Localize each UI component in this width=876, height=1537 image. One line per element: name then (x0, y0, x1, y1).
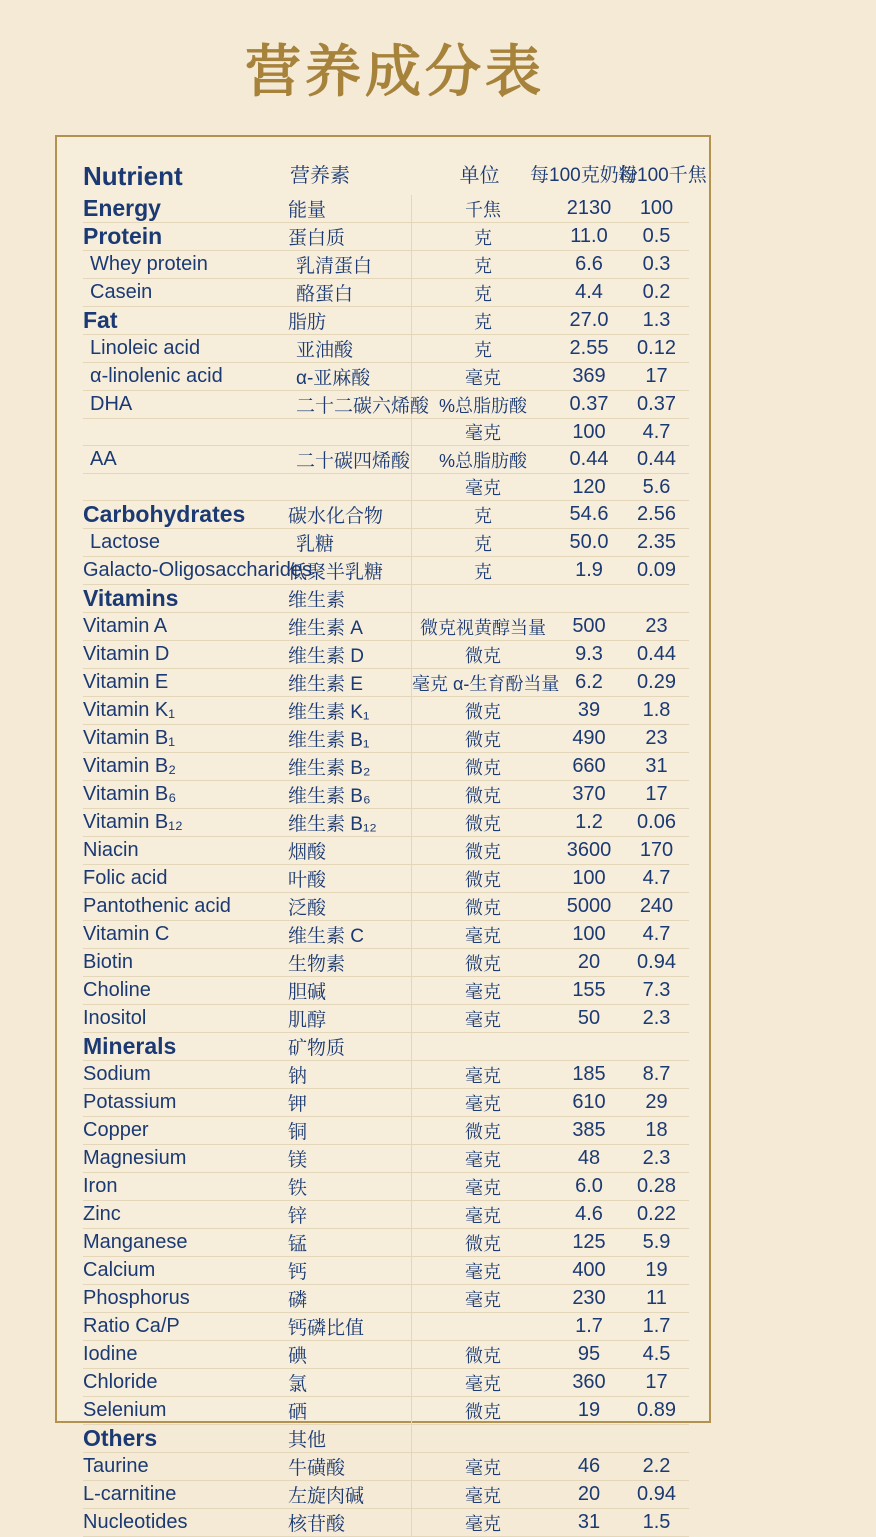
nutrient-name-en: Choline (83, 977, 288, 1005)
nutrient-name-cn: 氯 (288, 1369, 412, 1397)
unit-cell: 克 (412, 251, 555, 279)
table-row (83, 1201, 689, 1229)
per-100g-value: 27.0 (554, 307, 624, 335)
per-100kj-value: 2.2 (624, 1453, 689, 1481)
table-row (83, 837, 689, 865)
table-row (83, 641, 689, 669)
unit-cell: 微克 (412, 949, 555, 977)
table-row (83, 1397, 689, 1425)
per-100kj-value: 4.7 (624, 419, 689, 446)
per-100kj-value: 0.06 (624, 809, 689, 837)
table-row (83, 613, 689, 641)
unit-cell: 克 (412, 223, 555, 251)
unit-cell: 微克 (412, 1229, 555, 1257)
table-row (83, 419, 689, 446)
category-row (83, 223, 689, 251)
per-100kj-value: 17 (624, 781, 689, 809)
per-100g-value: 95 (554, 1341, 624, 1369)
nutrient-name-cn: 能量 (288, 195, 412, 223)
per-100kj-value: 2.56 (624, 501, 689, 529)
per-100g-value: 50 (554, 1005, 624, 1033)
per-100kj-value: 0.94 (624, 949, 689, 977)
per-100g-value: 9.3 (554, 641, 624, 669)
per-100g-value: 230 (554, 1285, 624, 1313)
per-100kj-value: 100 (624, 195, 689, 223)
per-100kj-value: 170 (624, 837, 689, 865)
category-row (83, 585, 689, 613)
nutrient-name-en: Vitamin B₁ (83, 725, 288, 753)
unit-cell: 微克 (412, 725, 555, 753)
per-100g-value: 48 (554, 1145, 624, 1173)
per-100kj-value: 240 (624, 893, 689, 921)
nutrient-name-cn: 二十碳四烯酸 (288, 446, 412, 474)
table-row (83, 391, 689, 419)
per-100kj-value: 0.12 (624, 335, 689, 363)
unit-cell: 克 (412, 501, 555, 529)
per-100g-value: 19 (554, 1397, 624, 1425)
nutrient-name-cn: 维生素 B₂ (288, 753, 412, 781)
nutrient-name-cn: 维生素 K₁ (288, 697, 412, 725)
per-100kj-value: 8.7 (624, 1061, 689, 1089)
nutrient-name-en: Sodium (83, 1061, 288, 1089)
table-row (83, 1369, 689, 1397)
nutrient-name-en: α-linolenic acid (83, 363, 288, 391)
nutrient-name-en: Selenium (83, 1397, 288, 1425)
nutrient-name-cn: 维生素 E (288, 669, 412, 697)
unit-cell: %总脂肪酸 (412, 391, 555, 419)
nutrient-name-en: Folic acid (83, 865, 288, 893)
nutrient-name-en: Protein (83, 223, 288, 251)
nutrient-name-en: Phosphorus (83, 1285, 288, 1313)
per-100g-value: 20 (554, 1481, 624, 1509)
nutrient-name-en: Inositol (83, 1005, 288, 1033)
nutrient-name-en: Vitamin B₆ (83, 781, 288, 809)
unit-cell: 毫克 (412, 1509, 555, 1537)
nutrient-name-cn: 低聚半乳糖 (288, 557, 412, 585)
per-100g-value: 1.9 (554, 557, 624, 585)
per-100kj-value: 0.28 (624, 1173, 689, 1201)
per-100g-value: 1.7 (554, 1313, 624, 1341)
per-100g-value: 100 (554, 865, 624, 893)
per-100g-value (554, 585, 624, 613)
table-row (83, 921, 689, 949)
per-100g-value: 6.2 (554, 669, 624, 697)
nutrient-name-en: Vitamins (83, 585, 288, 613)
per-100kj-value: 29 (624, 1089, 689, 1117)
unit-cell: 微克 (412, 1397, 555, 1425)
table-row (83, 1257, 689, 1285)
nutrient-name-en: Vitamin B₂ (83, 753, 288, 781)
nutrient-name-cn: 维生素 B₁₂ (288, 809, 412, 837)
nutrient-name-en: Galacto-Oligosaccharides (83, 557, 288, 585)
per-100kj-value: 5.6 (624, 474, 689, 501)
nutrient-name-en: Vitamin K₁ (83, 697, 288, 725)
per-100g-value: 46 (554, 1453, 624, 1481)
per-100kj-value: 0.5 (624, 223, 689, 251)
nutrient-name-cn: 钾 (288, 1089, 412, 1117)
nutrient-name-cn: 锰 (288, 1229, 412, 1257)
nutrient-name-cn: 牛磺酸 (288, 1453, 412, 1481)
per-100g-value: 400 (554, 1257, 624, 1285)
per-100g-value: 2130 (554, 195, 624, 223)
per-100g-value: 660 (554, 753, 624, 781)
header-per-100kj: 每100千焦 (618, 165, 707, 186)
per-100kj-value: 5.9 (624, 1229, 689, 1257)
table-row (83, 1061, 689, 1089)
nutrient-name-cn: 维生素 A (288, 613, 412, 641)
per-100g-value: 20 (554, 949, 624, 977)
table-row (83, 446, 689, 474)
nutrient-name-en: AA (83, 446, 288, 474)
table-row (83, 1453, 689, 1481)
nutrient-name-cn: 左旋肉碱 (288, 1481, 412, 1509)
per-100g-value: 4.4 (554, 279, 624, 307)
nutrient-name-cn: 亚油酸 (288, 335, 412, 363)
unit-cell: 毫克 (412, 1257, 555, 1285)
nutrient-name-cn: 钙磷比值 (288, 1313, 412, 1341)
nutrient-name-en (83, 419, 288, 446)
nutrient-name-en: Manganese (83, 1229, 288, 1257)
unit-cell: 微克 (412, 837, 555, 865)
unit-cell: 毫克 (412, 977, 555, 1005)
per-100g-value: 1.2 (554, 809, 624, 837)
nutrient-name-cn: 维生素 D (288, 641, 412, 669)
table-row (83, 1509, 689, 1537)
table-row (83, 1089, 689, 1117)
nutrient-name-cn: 磷 (288, 1285, 412, 1313)
nutrient-name-en: Carbohydrates (83, 501, 288, 529)
header-unit: 单位 (459, 165, 500, 187)
nutrient-name-cn: 蛋白质 (288, 223, 412, 251)
unit-cell: 毫克 (412, 1285, 555, 1313)
table-row (83, 977, 689, 1005)
nutrient-name-en: Taurine (83, 1453, 288, 1481)
table-row (83, 557, 689, 585)
unit-cell: 毫克 (412, 419, 555, 446)
unit-cell: 毫克 (412, 1453, 555, 1481)
nutrient-name-cn: 矿物质 (288, 1033, 412, 1061)
per-100kj-value: 2.3 (624, 1145, 689, 1173)
nutrient-name-en: Calcium (83, 1257, 288, 1285)
per-100kj-value: 0.3 (624, 251, 689, 279)
header-nutrient-cn: 营养素 (290, 165, 350, 187)
per-100g-value: 610 (554, 1089, 624, 1117)
table-row (83, 1117, 689, 1145)
category-row (83, 501, 689, 529)
table-row (83, 474, 689, 501)
category-row (83, 1425, 689, 1453)
nutrient-name-cn: 肌醇 (288, 1005, 412, 1033)
unit-cell: 微克 (412, 753, 555, 781)
nutrient-name-cn: 维生素 B₁ (288, 725, 412, 753)
table-row (83, 1313, 689, 1341)
unit-cell: 微克 (412, 893, 555, 921)
nutrient-name-cn: 钙 (288, 1257, 412, 1285)
category-row (83, 307, 689, 335)
table-row (83, 335, 689, 363)
nutrient-name-cn: 碘 (288, 1341, 412, 1369)
per-100g-value: 6.0 (554, 1173, 624, 1201)
unit-cell (412, 585, 555, 613)
per-100kj-value: 0.89 (624, 1397, 689, 1425)
per-100kj-value: 7.3 (624, 977, 689, 1005)
nutrient-name-en: Nucleotides (83, 1509, 288, 1537)
table-row (83, 893, 689, 921)
per-100kj-value: 0.44 (624, 641, 689, 669)
nutrient-name-en: Vitamin C (83, 921, 288, 949)
nutrient-name-en: Zinc (83, 1201, 288, 1229)
per-100kj-value: 0.44 (624, 446, 689, 474)
unit-cell: 微克 (412, 781, 555, 809)
category-row (83, 195, 689, 223)
unit-cell: 毫克 α-生育酚当量 (412, 669, 555, 697)
nutrient-name-cn: 钠 (288, 1061, 412, 1089)
per-100kj-value: 31 (624, 753, 689, 781)
table-header (83, 158, 707, 194)
nutrient-name-cn: 脂肪 (288, 307, 412, 335)
per-100kj-value: 4.7 (624, 921, 689, 949)
table-row (83, 1341, 689, 1369)
per-100g-value (554, 1033, 624, 1061)
per-100kj-value: 0.37 (624, 391, 689, 419)
category-row (83, 1033, 689, 1061)
nutrient-name-en: Iron (83, 1173, 288, 1201)
per-100g-value: 125 (554, 1229, 624, 1257)
page-title: 营养成分表 (245, 40, 545, 105)
nutrient-name-cn: α-亚麻酸 (288, 363, 412, 391)
unit-cell: 毫克 (412, 1481, 555, 1509)
nutrient-name-cn: 叶酸 (288, 865, 412, 893)
nutrient-name-cn: 核苷酸 (288, 1509, 412, 1537)
nutrient-name-en: Iodine (83, 1341, 288, 1369)
nutrient-name-en: Copper (83, 1117, 288, 1145)
per-100kj-value: 4.7 (624, 865, 689, 893)
nutrient-name-en: Whey protein (83, 251, 288, 279)
unit-cell: 毫克 (412, 1061, 555, 1089)
per-100g-value: 50.0 (554, 529, 624, 557)
nutrient-name-en: Others (83, 1425, 288, 1453)
unit-cell: 毫克 (412, 921, 555, 949)
per-100kj-value: 17 (624, 363, 689, 391)
per-100g-value: 500 (554, 613, 624, 641)
per-100kj-value (624, 1033, 689, 1061)
per-100kj-value: 0.09 (624, 557, 689, 585)
per-100g-value: 100 (554, 419, 624, 446)
per-100kj-value: 2.35 (624, 529, 689, 557)
nutrient-name-cn: 胆碱 (288, 977, 412, 1005)
per-100kj-value: 0.29 (624, 669, 689, 697)
per-100g-value: 3600 (554, 837, 624, 865)
per-100kj-value: 1.3 (624, 307, 689, 335)
per-100g-value: 31 (554, 1509, 624, 1537)
nutrient-name-cn: 铜 (288, 1117, 412, 1145)
per-100kj-value: 0.94 (624, 1481, 689, 1509)
table-row (83, 697, 689, 725)
nutrient-name-en: Vitamin E (83, 669, 288, 697)
table-row (83, 251, 689, 279)
per-100g-value: 0.44 (554, 446, 624, 474)
per-100g-value: 120 (554, 474, 624, 501)
table-row (83, 1481, 689, 1509)
unit-cell: 微克 (412, 865, 555, 893)
unit-cell: 毫克 (412, 1089, 555, 1117)
nutrient-name-cn: 烟酸 (288, 837, 412, 865)
nutrition-table (83, 195, 689, 1537)
per-100g-value (554, 1425, 624, 1453)
table-row (83, 669, 689, 697)
unit-cell (412, 1425, 555, 1453)
nutrient-name-cn: 碳水化合物 (288, 501, 412, 529)
per-100g-value: 369 (554, 363, 624, 391)
nutrient-name-cn: 锌 (288, 1201, 412, 1229)
nutrient-name-en: Vitamin A (83, 613, 288, 641)
nutrient-name-en: Niacin (83, 837, 288, 865)
per-100g-value: 54.6 (554, 501, 624, 529)
nutrition-table-body (83, 195, 689, 1537)
nutrient-name-cn: 乳糖 (288, 529, 412, 557)
per-100g-value: 155 (554, 977, 624, 1005)
table-row (83, 725, 689, 753)
nutrient-name-cn: 生物素 (288, 949, 412, 977)
nutrient-name-en: Fat (83, 307, 288, 335)
per-100g-value: 2.55 (554, 335, 624, 363)
nutrient-name-cn: 维生素 B₆ (288, 781, 412, 809)
per-100g-value: 6.6 (554, 251, 624, 279)
per-100g-value: 5000 (554, 893, 624, 921)
per-100g-value: 100 (554, 921, 624, 949)
table-row (83, 865, 689, 893)
unit-cell: 千焦 (412, 195, 555, 223)
nutrient-name-en: L-carnitine (83, 1481, 288, 1509)
table-row (83, 1285, 689, 1313)
nutrient-name-cn: 乳清蛋白 (288, 251, 412, 279)
table-row (83, 529, 689, 557)
unit-cell: 毫克 (412, 474, 555, 501)
per-100g-value: 185 (554, 1061, 624, 1089)
table-row (83, 809, 689, 837)
per-100kj-value (624, 1425, 689, 1453)
unit-cell: 微克视黄醇当量 (412, 613, 555, 641)
unit-cell: %总脂肪酸 (412, 446, 555, 474)
table-row (83, 753, 689, 781)
unit-cell: 克 (412, 279, 555, 307)
nutrient-name-en (83, 474, 288, 501)
nutrient-name-en: Minerals (83, 1033, 288, 1061)
unit-cell: 毫克 (412, 1173, 555, 1201)
unit-cell: 毫克 (412, 1201, 555, 1229)
per-100kj-value: 17 (624, 1369, 689, 1397)
unit-cell: 微克 (412, 641, 555, 669)
nutrient-name-en: DHA (83, 391, 288, 419)
unit-cell: 微克 (412, 1117, 555, 1145)
per-100kj-value: 23 (624, 725, 689, 753)
per-100kj-value: 1.5 (624, 1509, 689, 1537)
unit-cell: 毫克 (412, 1369, 555, 1397)
unit-cell: 克 (412, 529, 555, 557)
unit-cell: 毫克 (412, 363, 555, 391)
per-100kj-value: 0.22 (624, 1201, 689, 1229)
unit-cell: 克 (412, 307, 555, 335)
per-100g-value: 4.6 (554, 1201, 624, 1229)
table-row (83, 279, 689, 307)
nutrient-name-en: Biotin (83, 949, 288, 977)
per-100kj-value: 4.5 (624, 1341, 689, 1369)
unit-cell: 微克 (412, 809, 555, 837)
header-nutrient-en: Nutrient (83, 161, 183, 191)
per-100kj-value: 1.8 (624, 697, 689, 725)
per-100kj-value: 1.7 (624, 1313, 689, 1341)
nutrient-name-cn: 其他 (288, 1425, 412, 1453)
nutrient-name-en: Energy (83, 195, 288, 223)
header-per-100g: 每100克奶粉 (530, 165, 638, 186)
nutrient-name-en: Chloride (83, 1369, 288, 1397)
nutrient-name-en: Ratio Ca/P (83, 1313, 288, 1341)
nutrient-name-en: Potassium (83, 1089, 288, 1117)
nutrient-name-cn: 酪蛋白 (288, 279, 412, 307)
per-100g-value: 370 (554, 781, 624, 809)
per-100g-value: 385 (554, 1117, 624, 1145)
nutrient-name-en: Lactose (83, 529, 288, 557)
nutrient-name-en: Magnesium (83, 1145, 288, 1173)
nutrient-name-cn: 二十二碳六烯酸 (288, 391, 412, 419)
per-100kj-value: 11 (624, 1285, 689, 1313)
unit-cell: 微克 (412, 697, 555, 725)
per-100kj-value: 0.2 (624, 279, 689, 307)
table-row (83, 1145, 689, 1173)
nutrient-name-en: Linoleic acid (83, 335, 288, 363)
per-100g-value: 11.0 (554, 223, 624, 251)
per-100kj-value: 23 (624, 613, 689, 641)
table-row (83, 949, 689, 977)
per-100g-value: 490 (554, 725, 624, 753)
unit-cell: 毫克 (412, 1005, 555, 1033)
nutrient-name-cn (288, 419, 412, 446)
per-100kj-value: 18 (624, 1117, 689, 1145)
nutrient-name-cn: 镁 (288, 1145, 412, 1173)
per-100kj-value: 19 (624, 1257, 689, 1285)
nutrient-name-cn (288, 474, 412, 501)
table-row (83, 781, 689, 809)
per-100g-value: 0.37 (554, 391, 624, 419)
nutrient-name-cn: 维生素 C (288, 921, 412, 949)
table-row (83, 1229, 689, 1257)
unit-cell (412, 1313, 555, 1341)
nutrient-name-en: Vitamin B₁₂ (83, 809, 288, 837)
per-100kj-value: 2.3 (624, 1005, 689, 1033)
per-100g-value: 360 (554, 1369, 624, 1397)
nutrient-name-en: Vitamin D (83, 641, 288, 669)
per-100kj-value (624, 585, 689, 613)
nutrient-name-cn: 铁 (288, 1173, 412, 1201)
nutrient-name-cn: 维生素 (288, 585, 412, 613)
table-row (83, 1005, 689, 1033)
unit-cell: 克 (412, 557, 555, 585)
nutrient-name-cn: 硒 (288, 1397, 412, 1425)
nutrient-name-en: Casein (83, 279, 288, 307)
per-100g-value: 39 (554, 697, 624, 725)
unit-cell (412, 1033, 555, 1061)
unit-cell: 毫克 (412, 1145, 555, 1173)
nutrient-name-cn: 泛酸 (288, 893, 412, 921)
unit-cell: 克 (412, 335, 555, 363)
unit-cell: 微克 (412, 1341, 555, 1369)
nutrient-name-en: Pantothenic acid (83, 893, 288, 921)
table-row (83, 1173, 689, 1201)
table-row (83, 363, 689, 391)
